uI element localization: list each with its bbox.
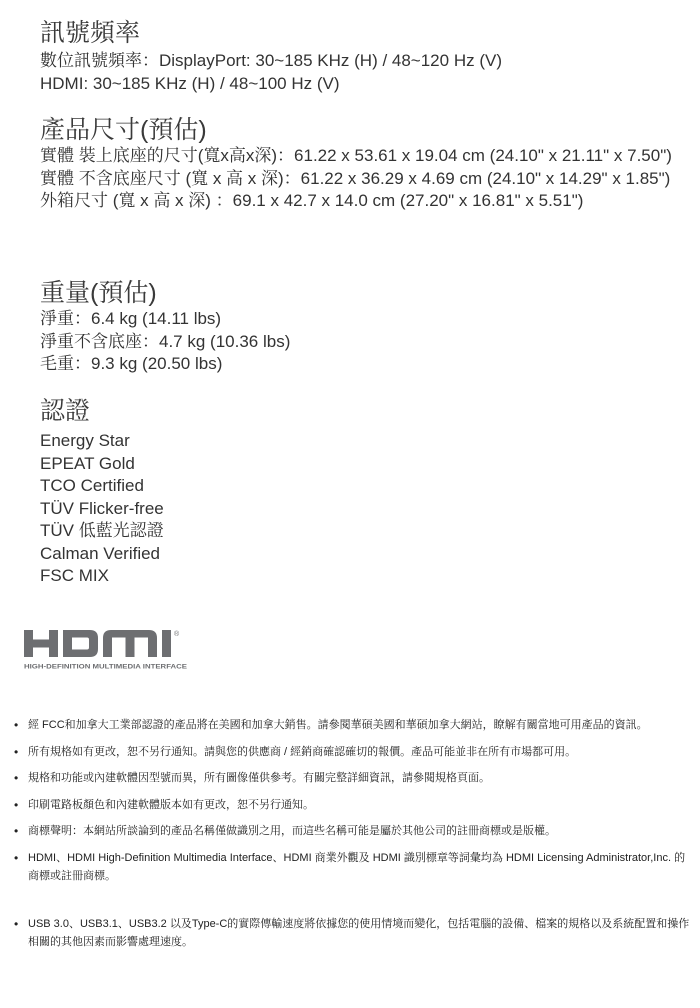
dimensions-with-stand: 實體 裝上底座的尺寸(寬x高x深)：61.22 x 53.61 x 19.04 cm (24.10" x 21.11" x 7.50")	[40, 146, 672, 165]
note-item: • HDMI、HDMI High-Definition Multimedia Interface、HDMI 商業外觀及 HDMI 識別標章等詞彙均為 HDMI Licensing Administrator,Inc. 的商標或註冊商標。	[14, 849, 690, 885]
disclaimer-notes	[14, 716, 690, 959]
certifications-title: 認證	[40, 397, 91, 425]
note-item: • 印刷電路板顏色和內建軟體版本如有更改，恕不另行通知。	[14, 796, 690, 814]
cert-item: FSC MIX	[40, 566, 109, 585]
dimensions-without-stand: 實體 不含底座尺寸 (寬 x 高 x 深)：61.22 x 36.29 x 4.69 cm (24.10" x 14.29" x 1.85")	[40, 168, 671, 188]
hdmi-wordmark	[24, 630, 171, 657]
cert-item: TÜV 低藍光認證	[40, 521, 164, 540]
weight-net: 淨重：6.4 kg (14.11 lbs)	[40, 309, 222, 328]
note-item: • 所有規格如有更改，恕不另行通知。請與您的供應商 / 經銷商確認確切的報價。產品可能並非在所有市場都可用。	[14, 743, 690, 761]
signal-frequency-title: 訊號頻率	[40, 19, 141, 47]
note-item: • 商標聲明：本網站所談論到的產品名稱僅做識別之用，而這些名稱可能是屬於其他公司的註冊商標或是版權。	[14, 822, 690, 840]
signal-frequency-digital: 數位訊號頻率：DisplayPort: 30~185 KHz (H) / 48~120 Hz (V)	[40, 51, 502, 70]
weight-section	[40, 278, 680, 376]
cert-item: TCO Certified	[40, 476, 144, 495]
weight-gross: 毛重：9.3 kg (20.50 lbs)	[40, 354, 223, 373]
signal-frequency-hdmi: HDMI: 30~185 KHz (H) / 48~100 Hz (V)	[40, 73, 340, 93]
weight-net-no-stand: 淨重不含底座：4.7 kg (10.36 lbs)	[40, 331, 291, 351]
hdmi-logo	[24, 625, 204, 673]
weight-title: 重量(預估)	[40, 279, 157, 307]
dimensions-title: 產品尺寸(預估)	[40, 116, 207, 144]
note-item: • 規格和功能或內建軟體因型號而異，所有圖像僅供參考。有關完整詳細資訊，請參閱規格頁面。	[14, 769, 690, 787]
hdmi-tagline: HIGH-DEFINITION MULTIMEDIA INTERFACE	[24, 663, 188, 671]
cert-item: Energy Star	[40, 431, 130, 450]
dimensions-box: 外箱尺寸 (寬 x 高 x 深) ：69.1 x 42.7 x 14.0 cm (27.20" x 16.81" x 5.51")	[40, 191, 584, 210]
note-item: • 經 FCC和加拿大工業部認證的產品將在美國和加拿大銷售。請參閱華碩美國和華碩加拿大網站，瞭解有關當地可用產品的資訊。	[14, 716, 690, 734]
certifications-section	[40, 396, 680, 588]
cert-item: Calman Verified	[40, 543, 161, 563]
note-item: • USB 3.0、USB3.1、USB3.2 以及Type-C的實際傳輸速度將依據您的使用情境而變化，包括電腦的設備、檔案的規格以及系統配置和操作相關的其他因素而影響處理速度。	[14, 915, 690, 951]
dimensions-section	[40, 115, 680, 213]
cert-item: TÜV Flicker-free	[40, 498, 164, 518]
registered-mark: ®	[174, 631, 180, 638]
cert-item: EPEAT Gold	[40, 453, 135, 473]
signal-frequency-section	[40, 18, 680, 95]
